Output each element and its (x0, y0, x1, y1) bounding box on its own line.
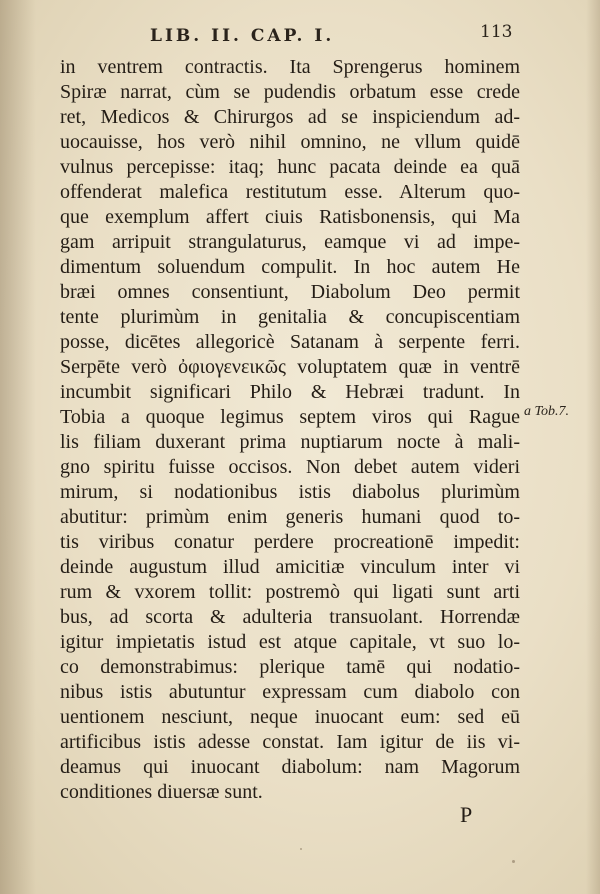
text-line: dimentum soluendum compulit. In hoc autem He (60, 256, 520, 278)
text-line: bus, ad scorta & adulteria transuolant. Horrendæ (60, 606, 520, 628)
text-line: nibus istis abutuntur expressam cum diabolo con (60, 681, 520, 703)
text-line: gno spiritu fuisse occisos. Non debet autem videri (60, 456, 520, 478)
text-line: uocauisse, hos verò nihil omnino, ne vllum quidē (60, 131, 520, 153)
text-line: mirum, si nodationibus istis diabolus plurimùm (60, 481, 520, 503)
text-line: gam arripuit strangulaturus, eamque vi ad impe- (60, 231, 520, 253)
text-line: tente plurimùm in genitalia & concupiscentiam (60, 306, 520, 328)
text-line: ret, Medicos & Chirurgos ad se inspiciendum ad- (60, 106, 520, 128)
text-line: igitur impietatis istud est atque capitale, vt suo lo- (60, 631, 520, 653)
text-line: uentionem nesciunt, neque inuocant eum: sed eū (60, 706, 520, 728)
text-line: Tobia a quoque legimus septem viros qui Rague (60, 406, 520, 428)
text-line: que exemplum affert ciuis Ratisbonensis, qui Ma (60, 206, 520, 228)
text-line: artificibus istis adesse constat. Iam igitur de iis vi- (60, 731, 520, 753)
text-line: lis filiam duxerant prima nuptiarum nocte à mali- (60, 431, 520, 453)
text-line: posse, dicētes allegoricè Satanam à serpente ferri. (60, 331, 520, 353)
text-line: deamus qui inuocant diabolum: nam Magorum (60, 756, 520, 778)
running-title: LIB. II. CAP. I. (150, 26, 335, 46)
text-line: tis viribus conatur perdere procreationē impedit: (60, 531, 520, 553)
paper-speck (512, 860, 515, 863)
text-line: abutitur: primùm enim generis humani quod to- (60, 506, 520, 528)
text-line: offenderat malefica restitutum esse. Alterum quo- (60, 181, 520, 203)
text-line: Spiræ narrat, cùm se pudendis orbatum esse crede (60, 81, 520, 103)
text-line: vulnus percepisse: itaq; hunc pacata deinde ea quā (60, 156, 520, 178)
text-line: co demonstrabimus: plerique tamē qui nodatio- (60, 656, 520, 678)
paper-speck (300, 848, 302, 850)
marginal-note: a Tob.7. (524, 404, 570, 419)
text-line: conditiones diuersæ sunt. (60, 781, 263, 803)
text-line: in ventrem contractis. Ita Sprengerus hominem (60, 56, 520, 78)
text-line: Serpēte verò ὀφιογενεικῶς voluptatem quæ in ventrē (60, 356, 520, 378)
body-text (60, 55, 520, 805)
page-number: 113 (480, 22, 513, 42)
text-line: rum & vxorem tollit: postremò qui ligati sunt arti (60, 581, 520, 603)
text-line: incumbit significari Philo & Hebræi tradunt. In (60, 381, 520, 403)
text-line: deinde augustum illud amicitiæ vinculum inter vi (60, 556, 520, 578)
catchword: P (460, 802, 473, 827)
text-line: bræi omnes consentiunt, Diabolum Deo permit (60, 281, 520, 303)
